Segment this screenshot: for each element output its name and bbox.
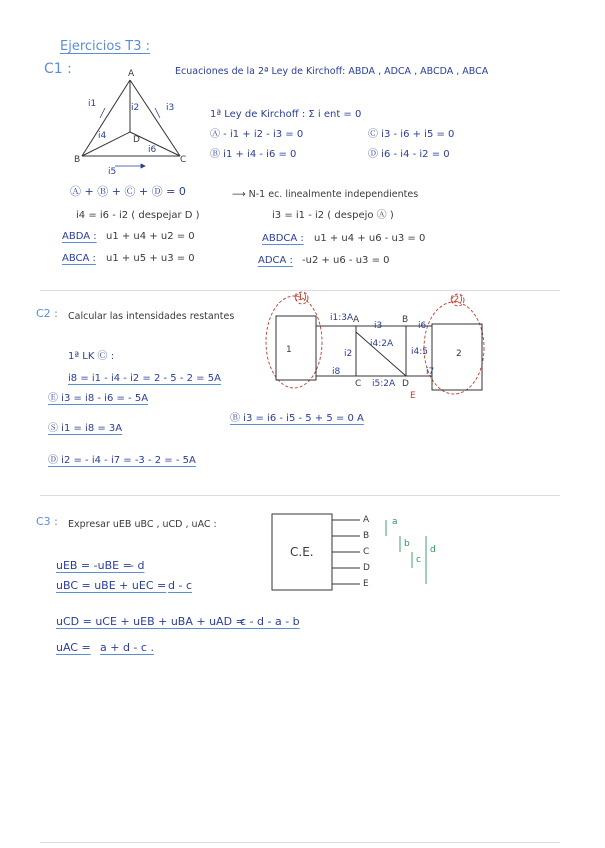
current-i5: i5 (108, 167, 117, 177)
c1-abdca-eq: u1 + u4 + u6 - u3 = 0 (314, 233, 426, 244)
c2-i3: i3 (374, 321, 383, 331)
c3-line4-lhs: uAC = (56, 641, 91, 654)
c2-i4-5: i4:5 (411, 347, 428, 357)
c3-intro: Expresar uEB uBC , uCD , uAC : (68, 519, 217, 530)
terminal-e: E (363, 579, 369, 589)
c2-i6: i6 (418, 321, 427, 331)
c1-sub2: i3 = i1 - i2 ( despejo Ⓐ ) (272, 210, 394, 221)
terminal-a: A (363, 515, 370, 525)
ce-block-label: C.E. (290, 545, 314, 559)
c2-box1-label: 1 (286, 345, 292, 355)
c1-eq-d: Ⓓ i6 - i4 - i2 = 0 (368, 149, 450, 160)
dim-b: b (404, 539, 410, 549)
dim-c: c (416, 555, 421, 565)
c3-line4-rhs: a + d - c . (100, 641, 154, 654)
c3-line1-rhs: - d (130, 559, 145, 572)
c1-abdca-label: ABDCA : (262, 233, 304, 244)
terminal-d: D (363, 563, 370, 573)
bottom-divider (40, 842, 560, 843)
current-i2: i2 (131, 103, 140, 113)
dim-a: a (392, 517, 398, 527)
c2-i1: i1:3A (330, 313, 354, 323)
c3-line3-lhs: uCD = uCE + uEB + uBA + uAD = (56, 615, 245, 628)
current-i6: i6 (148, 145, 157, 155)
c2-intro: Calcular las intensidades restantes (68, 311, 235, 322)
c2-i5: i5:2A (372, 379, 396, 389)
c1-sum: Ⓐ + Ⓑ + Ⓒ + Ⓓ = 0 (70, 185, 186, 198)
node-c: C (180, 155, 187, 165)
c2-eq3: Ⓑ i3 = i6 - i5 - 5 + 5 = 0 A (230, 413, 364, 424)
terminal-c: C (363, 547, 370, 557)
current-i3: i3 (166, 103, 175, 113)
c1-abca-label: ABCA : (62, 253, 96, 264)
c1-abca-eq: u1 + u5 + u3 = 0 (106, 253, 195, 264)
c2-i4: i4:2A (370, 339, 394, 349)
c1-eq-b: Ⓑ i1 + i4 - i6 = 0 (210, 149, 297, 160)
c3-line2-lhs: uBC = uBE + uEC = (56, 579, 167, 592)
page-title: Ejercicios T3 : (60, 39, 150, 54)
c2-node-a: A (353, 315, 360, 325)
c2-node-e: E (410, 391, 416, 401)
c2-i2: i2 (344, 349, 353, 359)
c3-label: C3 : (36, 515, 58, 528)
c1-intro: Ecuaciones de la 2ª Ley de Kirchoff: ABDA , ADCA , ABCDA , ABCA (175, 66, 489, 77)
dim-d: d (430, 545, 436, 555)
c3-line2-rhs: d - c (168, 579, 192, 592)
c2-circle1-label: (1) (294, 293, 307, 303)
terminal-b: B (363, 531, 370, 541)
c1-label: C1 : (44, 61, 72, 77)
c2-eq1: i8 = i1 - i4 - i2 = 2 - 5 - 2 = 5A (68, 373, 221, 384)
c3-line1-lhs: uEB = -uBE = (56, 559, 132, 572)
c2-label: C2 : (36, 307, 58, 320)
c1-sub1: i4 = i6 - i2 ( despejar D ) (76, 210, 200, 221)
c1-eq-c: Ⓒ i3 - i6 + i5 = 0 (368, 129, 455, 140)
current-i4: i4 (98, 131, 107, 141)
c1-adca-eq: -u2 + u6 - u3 = 0 (302, 255, 390, 266)
c1-abda-label: ABDA : (62, 231, 97, 242)
c3-line3-rhs: c - d - a - b (240, 615, 300, 628)
c1-abda-eq: u1 + u4 + u2 = 0 (106, 231, 195, 242)
c2-box2-label: 2 (456, 349, 462, 359)
triangle-circuit-diagram (70, 70, 190, 170)
node-d: D (133, 135, 140, 145)
node-a: A (128, 69, 135, 79)
section-divider (40, 290, 560, 291)
c1-eq-a: Ⓐ - i1 + i2 - i3 = 0 (210, 129, 304, 140)
node-b: B (74, 155, 81, 165)
c2-eq5: Ⓓ i2 = - i4 - i7 = -3 - 2 = - 5A (48, 455, 196, 466)
c2-law: 1ª LK Ⓒ : (68, 351, 115, 362)
c1-arrow-note: ⟶ N-1 ec. linealmente independientes (232, 189, 419, 200)
c2-eq4: Ⓢ i1 = i8 = 3A (48, 423, 123, 434)
c2-node-d: D (402, 379, 409, 389)
c2-eq2: Ⓔ i3 = i8 - i6 = - 5A (48, 393, 149, 404)
c1-adca-label: ADCA : (258, 255, 293, 266)
c2-node-b: B (402, 315, 409, 325)
c2-node-c: C (355, 379, 362, 389)
c1-law-title: 1ª Ley de Kirchoff : Σ i ent = 0 (210, 109, 362, 120)
section-divider (40, 495, 560, 496)
c2-circle2-label: (2) (450, 295, 463, 305)
c2-i7: i7 (426, 367, 435, 377)
c2-i8: i8 (332, 367, 341, 377)
current-i1: i1 (88, 99, 97, 109)
